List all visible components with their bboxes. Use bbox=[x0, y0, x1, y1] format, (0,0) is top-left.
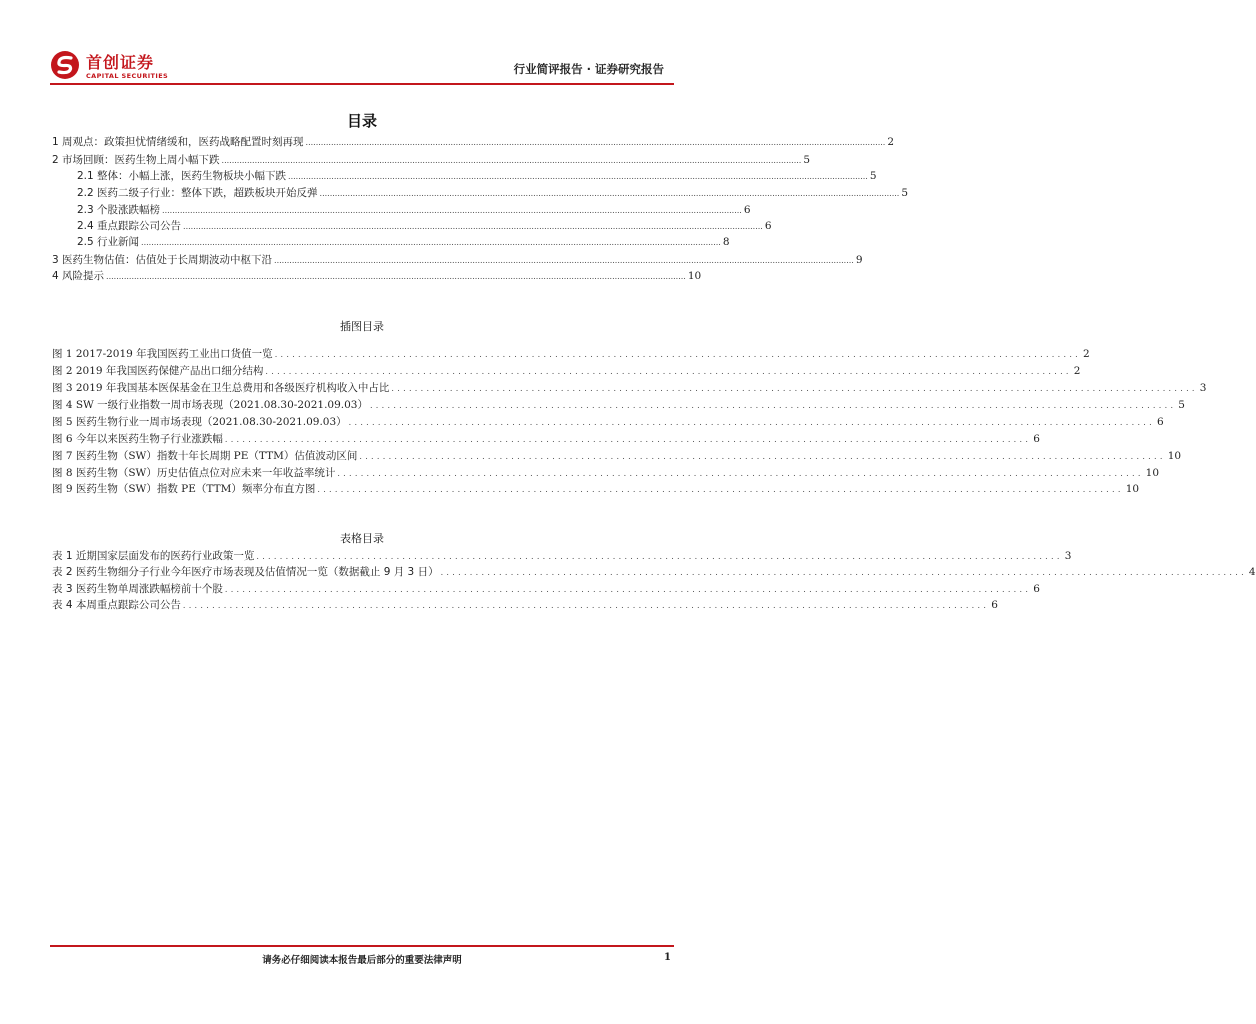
toc-leader: .......................................................................................................................................... bbox=[317, 485, 1124, 494]
toc-item-page: 5 bbox=[901, 187, 909, 199]
table-item-page: 6 bbox=[991, 599, 998, 611]
toc-leader: .......................................................................................................................................... bbox=[337, 469, 1144, 478]
toc-leader: .......................................................................................................................................... bbox=[256, 552, 1063, 561]
toc-item-page: 9 bbox=[855, 254, 863, 266]
logo-chinese-name: 首创证券 bbox=[86, 53, 155, 72]
toc-item[interactable] bbox=[77, 219, 772, 233]
tables-section-title: 表格目录 bbox=[340, 532, 384, 545]
figure-item-text: 图 1 2017-2019 年我国医药工业出口货值一览 bbox=[52, 348, 273, 360]
toc-leader: .................................................................................................................................................................................................................................... bbox=[319, 189, 900, 198]
page-title: 目录 bbox=[346, 112, 377, 130]
toc-item-text: 4 风险提示 bbox=[52, 270, 105, 282]
toc-item[interactable] bbox=[77, 235, 730, 249]
toc-leader: .......................................................................................................................................... bbox=[440, 568, 1247, 577]
figure-item-page: 10 bbox=[1167, 450, 1182, 462]
report-type-label: 行业简评报告 · 证券研究报告 bbox=[513, 62, 664, 76]
toc-item[interactable] bbox=[52, 135, 895, 149]
figure-item-text: 图 3 2019 年我国基本医保基金在卫生总费用和各级医疗机构收入中占比 bbox=[52, 382, 390, 394]
figure-list-item[interactable] bbox=[52, 364, 1081, 378]
figure-item-page: 2 bbox=[1083, 348, 1090, 360]
page-header bbox=[50, 44, 674, 84]
figure-item-text: 图 5 医药生物行业一周市场表现（2021.08.30-2021.09.03） bbox=[52, 416, 347, 428]
toc-leader: .................................................................................................................................................................................................................................... bbox=[162, 206, 742, 215]
toc-leader: .......................................................................................................................................... bbox=[182, 601, 990, 610]
figure-item-page: 6 bbox=[1033, 433, 1040, 445]
toc-leader: .......................................................................................................................................... bbox=[224, 435, 1032, 444]
toc-item-page: 8 bbox=[722, 236, 730, 248]
table-item-page: 6 bbox=[1033, 583, 1040, 595]
toc-item-page: 10 bbox=[687, 270, 702, 282]
figure-item-page: 3 bbox=[1199, 382, 1207, 394]
toc-item[interactable] bbox=[52, 253, 863, 267]
figure-item-text: 图 7 医药生物（SW）指数十年长周期 PE（TTM）估值波动区间 bbox=[52, 450, 358, 462]
figure-item-text: 图 8 医药生物（SW）历史估值点位对应未来一年收益率统计 bbox=[52, 467, 336, 479]
footer-divider bbox=[50, 945, 674, 947]
figure-list-item[interactable] bbox=[52, 449, 1182, 463]
table-item-text: 表 2 医药生物细分子行业今年医疗市场表现及估值情况一览（数据截止 9 月 3 日） bbox=[52, 566, 439, 578]
toc-leader: .......................................................................................................................................... bbox=[224, 585, 1032, 594]
figure-item-text: 图 6 今年以来医药生物子行业涨跌幅 bbox=[52, 433, 223, 445]
toc-leader: .......................................................................................................................................... bbox=[359, 452, 1166, 461]
toc-item-text: 2 市场回顾：医药生物上周小幅下跌 bbox=[52, 154, 220, 166]
toc-leader: .................................................................................................................................................................................................................................... bbox=[183, 222, 763, 231]
toc-item-page: 5 bbox=[869, 170, 877, 182]
toc-leader: .................................................................................................................................................................................................................................... bbox=[221, 156, 802, 165]
figure-item-page: 10 bbox=[1145, 467, 1160, 479]
toc-leader: .......................................................................................................................................... bbox=[348, 418, 1155, 427]
logo-mark-icon bbox=[50, 50, 80, 80]
toc-leader: .......................................................................................................................................... bbox=[391, 384, 1198, 393]
table-item-page: 4 bbox=[1248, 566, 1256, 578]
figure-list-item[interactable] bbox=[52, 398, 1185, 412]
toc-item[interactable] bbox=[77, 186, 909, 200]
figure-list-item[interactable] bbox=[52, 381, 1207, 395]
toc-item-text: 3 医药生物估值：估值处于长周期波动中枢下沿 bbox=[52, 254, 273, 266]
figure-list-item[interactable] bbox=[52, 432, 1040, 446]
toc-item-page: 5 bbox=[803, 154, 811, 166]
table-list-item[interactable] bbox=[52, 598, 998, 612]
toc-leader: .......................................................................................................................................... bbox=[274, 350, 1082, 359]
toc-item-page: 6 bbox=[764, 220, 772, 232]
toc-leader: .................................................................................................................................................................................................................................... bbox=[141, 238, 721, 247]
figures-section-title: 插图目录 bbox=[340, 320, 384, 333]
figure-list-item[interactable] bbox=[52, 347, 1090, 361]
table-item-text: 表 4 本周重点跟踪公司公告 bbox=[52, 599, 181, 611]
table-item-text: 表 3 医药生物单周涨跌幅榜前十个股 bbox=[52, 583, 223, 595]
table-item-text: 表 1 近期国家层面发布的医药行业政策一览 bbox=[52, 550, 255, 562]
toc-leader: .................................................................................................................................................................................................................................... bbox=[305, 138, 886, 147]
toc-leader: .................................................................................................................................................................................................................................... bbox=[106, 272, 686, 281]
figure-item-text: 图 4 SW 一级行业指数一周市场表现（2021.08.30-2021.09.03） bbox=[52, 399, 368, 411]
toc-item[interactable] bbox=[52, 153, 811, 167]
legal-notice: 请务必仔细阅读本报告最后部分的重要法律声明 bbox=[262, 955, 462, 966]
toc-item[interactable] bbox=[52, 269, 702, 283]
toc-item-text: 2.1 整体：小幅上涨，医药生物板块小幅下跌 bbox=[77, 170, 287, 182]
figure-list-item[interactable] bbox=[52, 466, 1160, 480]
figure-item-text: 图 2 2019 年我国医药保健产品出口细分结构 bbox=[52, 365, 264, 377]
company-logo bbox=[50, 50, 190, 82]
figure-item-page: 10 bbox=[1125, 483, 1140, 495]
table-list-item[interactable] bbox=[52, 549, 1072, 563]
header-divider bbox=[50, 83, 674, 85]
figure-item-text: 图 9 医药生物（SW）指数 PE（TTM）频率分布直方图 bbox=[52, 483, 316, 495]
toc-leader: .......................................................................................................................................... bbox=[265, 367, 1072, 376]
toc-item-page: 6 bbox=[743, 204, 751, 216]
figure-item-page: 2 bbox=[1073, 365, 1081, 377]
toc-leader: .................................................................................................................................................................................................................................... bbox=[288, 172, 868, 181]
toc-leader: .................................................................................................................................................................................................................................... bbox=[274, 256, 854, 265]
toc-item-text: 2.3 个股涨跌幅榜 bbox=[77, 204, 161, 216]
table-item-page: 3 bbox=[1064, 550, 1072, 562]
table-list-item[interactable] bbox=[52, 565, 1256, 579]
figure-item-page: 6 bbox=[1156, 416, 1164, 428]
toc-item-page: 2 bbox=[887, 136, 895, 148]
toc-item-text: 2.5 行业新闻 bbox=[77, 236, 140, 248]
toc-item[interactable] bbox=[77, 169, 877, 183]
toc-leader: .......................................................................................................................................... bbox=[369, 401, 1177, 410]
toc-item-text: 1 周观点：政策担忧情绪缓和，医药战略配置时刻再现 bbox=[52, 136, 304, 148]
toc-item-text: 2.2 医药二级子行业：整体下跌，超跌板块开始反弹 bbox=[77, 187, 318, 199]
figure-list-item[interactable] bbox=[52, 415, 1164, 429]
table-list-item[interactable] bbox=[52, 582, 1040, 596]
figure-list-item[interactable] bbox=[52, 482, 1140, 496]
figure-item-page: 5 bbox=[1178, 399, 1185, 411]
toc-item-text: 2.4 重点跟踪公司公告 bbox=[77, 220, 182, 232]
page-number: 1 bbox=[664, 952, 671, 963]
toc-item[interactable] bbox=[77, 203, 751, 217]
logo-english-name: CAPITAL SECURITIES bbox=[86, 72, 169, 80]
